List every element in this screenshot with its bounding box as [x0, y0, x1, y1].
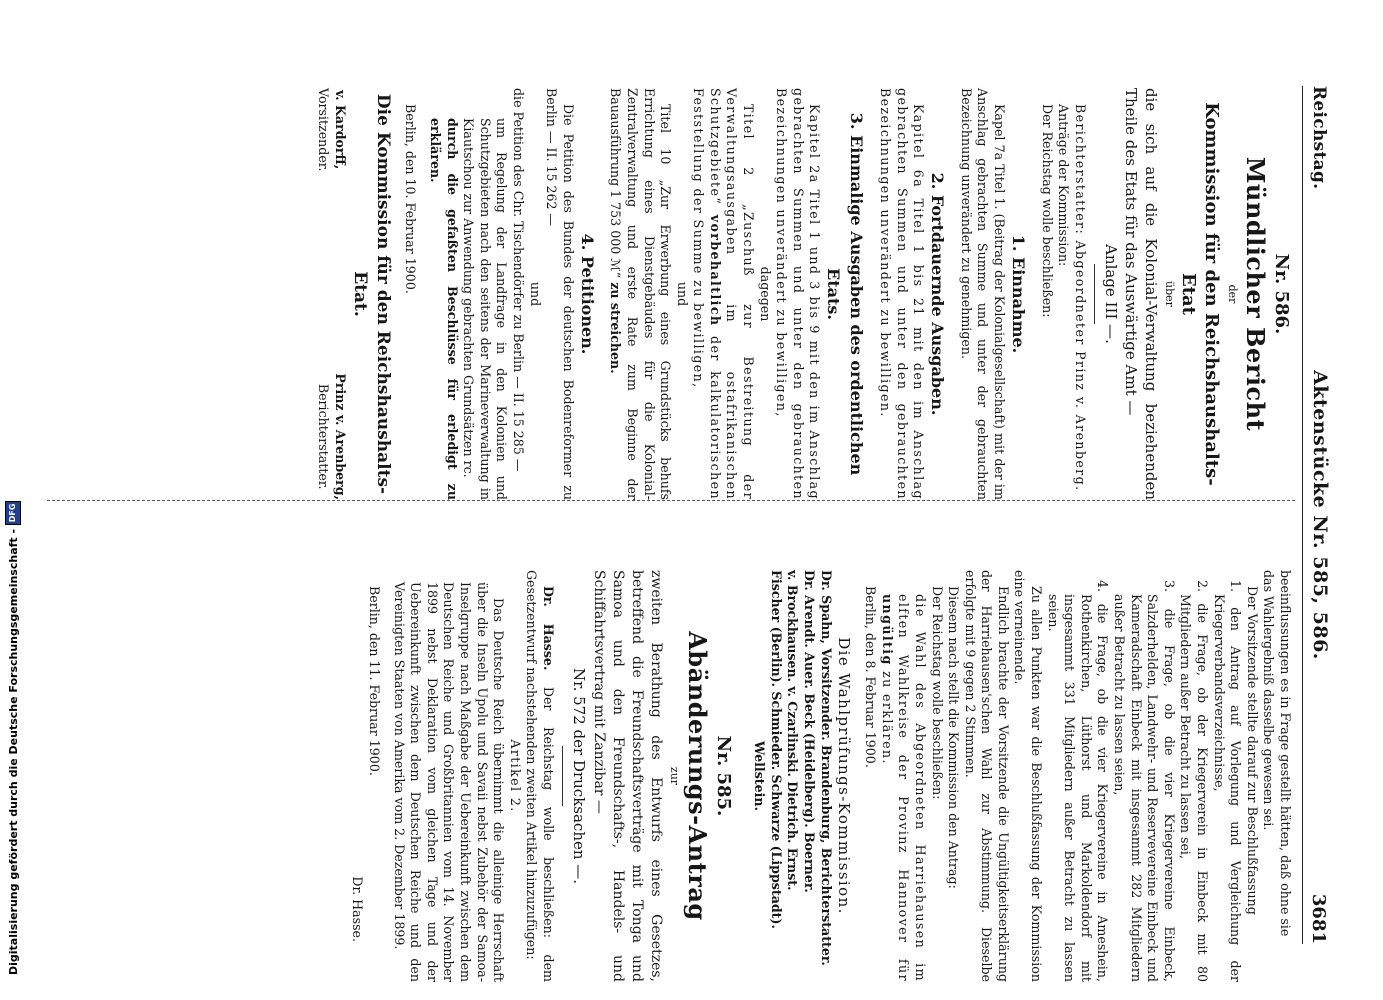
motion-body	[523, 570, 556, 982]
date-line: Berlin, den 8. Februar 1900.	[863, 586, 879, 768]
members-line: v. Brockhausen. v. Czarlinski. Dietrich. Ernst.	[785, 570, 801, 891]
header-left: Reichstag.	[1309, 86, 1329, 190]
members-line: Fischer (Berlin). Schmieder. Schwarze (Lippstadt).	[768, 570, 784, 929]
report-subject: die sich auf die Kolonial-Verwaltung beziehenden Theile des Etats für das Auswärtige Amt —	[1121, 88, 1160, 500]
annex-label: Anlage III —.	[1101, 244, 1120, 344]
list-item: 1. den Antrag auf Vorlegung und Vergleichung der Kriegerverbandsverzeichnisse,	[1211, 580, 1244, 982]
title-2-text: Titel 2 „Zuschuß zur Bestreitung der Verwaltungsausgaben im ostafrikanischen Schutzgebiete“	[707, 88, 757, 500]
motion-emphasis: ungültig	[879, 594, 895, 666]
text-paragraph: Endlich brachte der Vorsitzende die Ungültigkeitserklärung der Harriehausen'schen Wahl zur Abstimmung. Dieselbe erfolgte mit 9 gegen 2 Stimmen.	[962, 570, 1011, 982]
motion-text-c: zu erklären.	[879, 671, 895, 765]
section-heading-1: 1. Einnahme.	[1009, 234, 1029, 354]
section-heading-2: 2. Fortdauernde Ausgaben.	[928, 172, 948, 416]
column-divider	[47, 500, 1295, 501]
header-title: Aktenstücke Nr. 585, 586.	[1309, 370, 1331, 660]
text-paragraph: Die Petition des Bundes der deutschen Bodenreformer zu Berlin — II. 15 262 —	[544, 88, 576, 500]
text-paragraph	[690, 88, 756, 500]
motion-author: Dr. Hasse.	[541, 586, 556, 671]
zur-label: zur	[667, 766, 681, 786]
und-label: und	[674, 281, 690, 307]
text-paragraph: Zu allen Punkten war die Beschlußfassung der Kommission eine verneinende.	[1012, 570, 1045, 982]
credit-text: Digitalisierung gefördert durch die Deutsche Forschungsgemeinschaft -	[6, 528, 20, 975]
rapporteur-signature	[315, 373, 348, 500]
chair-role: Vorsitzender.	[316, 88, 332, 172]
commission-title: Die Wahlprüfungs-Kommission.	[834, 637, 853, 915]
rapporteur-role: Berichterstatter.	[316, 383, 332, 490]
document-number-586: Nr. 586.	[1271, 253, 1292, 335]
mark-currency: ℳ“	[608, 258, 624, 283]
separator-rule	[1094, 264, 1095, 324]
text-paragraph: Diesem nach stellt die Kommission den Antrag:	[946, 586, 962, 889]
printed-matter-ref: Nr. 572 der Drucksachen —.	[570, 667, 588, 885]
column-left	[349, 570, 1293, 982]
dfg-logo-icon: DFG	[5, 501, 21, 525]
page-header	[1302, 86, 1333, 944]
text-line: beeinflussungen es in Frage gestellt hätten, daß ohne sie	[1278, 570, 1293, 937]
text-paragraph: die Petition des Chr. Tischendörfer zu Berlin — II. 15 285 —	[510, 88, 526, 472]
section-heading-4: 4. Petitionen.	[577, 233, 597, 355]
report-title: Mündlicher Bericht	[1241, 156, 1270, 432]
text-paragraph: um Regelung der Landfrage in den Kolonien und Schutzgebieten nach den seitens der Marineverwaltung in Kiautschou zur Anwendung gebrachten Grundsätzen rc.	[461, 118, 510, 500]
text-paragraph: Kapitel 2a Titel 1 und 3 bis 9 mit den im Anschlag gebrachten Summen und unter den gebrauchten Bezeichnungen unverändert zu bewilligen,	[774, 88, 823, 500]
rapporteur-line: Berichterstatter: Abgeordneter Prinz v. Arenberg.	[1072, 104, 1088, 492]
article-text: Das Deutsche Reich übernimmt die alleinige Herrschaft über die Inseln Upolu und Savaii nebst Zubehör der Samoa-Inselgruppe nach Maßgabe der Uebereinkunft zwischen dem Deutschen Reiche und Großbritannien vom 14. November 1899 nebst Deklaration vom gleichen Tage und der Uebereinkunft zwischen dem Deutschen Reiche und den Vereinigten Staaten von Amerika vom 2. Dezember 1899.	[391, 582, 507, 982]
motions-label: Anträge der Kommission:	[1056, 104, 1072, 267]
credit-vertical	[3, 501, 23, 975]
text-paragraph: Der Vorsitzende stellte darauf zur Beschlußfassung	[1244, 586, 1260, 915]
text-paragraph: Kapel 7a Titel 1. (Beitrag der Kolonialgesellschaft) mit der im Anschlag gebrachten Summe und unter der gebrauchten Bezeichnung unverändert zu genehmigen.	[958, 88, 1008, 500]
signature: Dr. Hasse.	[350, 876, 366, 942]
column-right	[315, 88, 1293, 500]
motion-text	[878, 570, 928, 982]
text-paragraph	[607, 88, 673, 500]
und-label: und	[527, 281, 543, 307]
list-item: 2. die Frage, ob der Kriegerverein in Einbeck mit 80 Mitgliedern außer Betracht zu lassen sei,	[1178, 580, 1211, 982]
article-heading: Artikel 2.	[507, 739, 523, 813]
motion-title: Abänderungs-Antrag	[682, 631, 712, 921]
rapporteur-name: Prinz v. Arenberg,	[332, 373, 348, 500]
text-line: das Wahlergebniß dasselbe gewesen sei.	[1261, 570, 1277, 831]
commission-signature-title: Die Kommission für den Reichshaushalts-Etat.	[349, 93, 393, 495]
text-paragraph: Kapitel 6a Titel 1 bis 21 mit den im Anschlag gebrachten Summen und unter den gebrauchten Bezeichnungen unverändert zu bewilligen.	[878, 88, 927, 500]
text-paragraph: durch die gefaßten Beschlüsse für erledigt zu erklären.	[428, 118, 460, 500]
members-line: Dr. Spahn, Vorsitzender. Brandenburg, Berichterstatter.	[818, 570, 834, 966]
chair-name: v. Kardorff,	[332, 90, 348, 170]
list-item: 4. die Frage, ob die vier Kriegervereine in Ameshein, Rothenkirchen, Lüthorst und Markoldendorf mit insgesammt 331 Mitgliedern außer Betracht zu lassen seien.	[1045, 580, 1111, 982]
signature-block	[315, 88, 348, 500]
title-2-emphasis: vorbehaltlich	[707, 214, 723, 327]
title-2-end: der kalkulatorischen Feststellung der Summe zu bewilligen,	[691, 88, 723, 501]
date-line: Berlin, den 11. Februar 1900.	[367, 586, 383, 776]
separator-rule	[562, 746, 563, 806]
ueber-label: über	[1163, 281, 1177, 307]
chair-signature	[315, 88, 348, 171]
commission-name: Kommission für den Reichshaushalts-Etat	[1178, 102, 1223, 486]
members-line: Dr. Arendt. Auer. Beck (Heidelberg). Boerner.	[801, 570, 817, 893]
title-10-emphasis: zu streichen.	[608, 282, 624, 374]
date-line: Berlin, den 10. Februar 1900.	[403, 104, 419, 294]
motion-text-a: die Wahl des Abgeordneten Harriehausen im elften Wahlkreise der Provinz Hannover für	[896, 594, 928, 982]
dagegen-label: dagegen	[757, 266, 773, 322]
title-10-text: Titel 10 „Zur Erwerbung eines Grundstücks behufs Errichtung eines Dienstgebäudes für die Kolonial-Zentralverwaltung und erste Rate zum Beginne der Bauausführung 1 753 000	[608, 88, 674, 500]
list-item: 3. die Frage, ob die vier Kriegervereine Einbeck, Salzderhelden, Landwehr- und Reservevereine Einbeck und Kameradschaft Einbeck mit insgesammt 282 Mitgliedern außer Betracht zu lassen seien,	[1112, 580, 1177, 982]
members-line: Wellstein.	[752, 741, 768, 811]
motion-subject: zweiten Berathung des Entwurfs eines Gesetzes, betreffend die Freundschaftsverträge mit Tonga und Samoa und den Freundschafts-, Handels- und Schiffahrtsvertrag mit Zanzibar —	[591, 570, 664, 982]
page-number: 3681	[1308, 893, 1329, 944]
motion-body-text: Der Reichstag wolle beschließen: dem Gesetzentwurf nachstehenden zweiten Artikel hinzuzufügen:	[524, 570, 556, 982]
text-paragraph: Der Reichstag wolle beschließen:	[929, 586, 945, 800]
section-heading-3: 3. Einmalige Ausgaben des ordentlichen Etats.	[824, 112, 867, 476]
document-number-585: Nr. 585.	[712, 735, 734, 817]
text-paragraph: Der Reichstag wolle beschließen:	[1039, 104, 1055, 318]
der-label: der	[1226, 284, 1239, 304]
